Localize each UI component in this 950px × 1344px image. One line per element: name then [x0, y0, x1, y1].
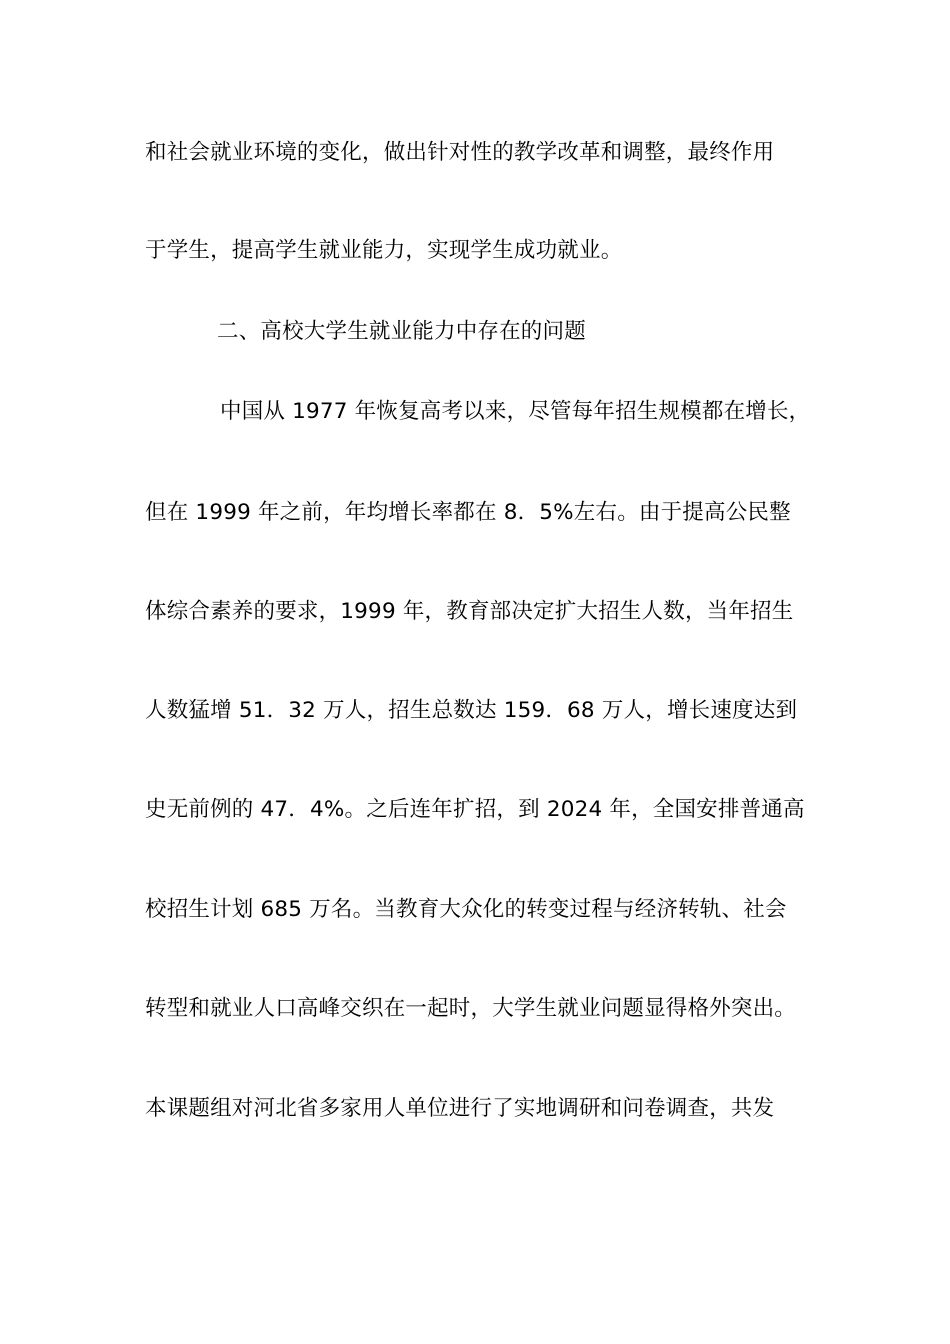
body-text-line: 人数猛增 51．32 万人，招生总数达 159．68 万人，增长速度达到 [145, 698, 798, 723]
body-text-line: 本课题组对河北省多家用人单位进行了实地调研和问卷调查，共发 [145, 1096, 775, 1121]
body-text-line: 校招生计划 685 万名。当教育大众化的转变过程与经济转轨、社会 [145, 897, 787, 922]
body-text-line: 和社会就业环境的变化，做出针对性的教学改革和调整，最终作用 [145, 140, 775, 165]
body-text-line: 但在 1999 年之前，年均增长率都在 8．5%左右。由于提高公民整 [145, 500, 791, 525]
section-heading: 二、高校大学生就业能力中存在的问题 [217, 319, 586, 344]
body-text-line: 于学生，提高学生就业能力，实现学生成功就业。 [145, 238, 623, 263]
body-text-line: 体综合素养的要求，1999 年，教育部决定扩大招生人数，当年招生 [145, 599, 794, 624]
body-text-line: 转型和就业人口高峰交织在一起时，大学生就业问题显得格外突出。 [145, 996, 797, 1021]
body-text-line: 史无前例的 47．4%。之后连年扩招，到 2024 年，全国安排普通高 [145, 797, 805, 822]
paragraph-first-line: 中国从 1977 年恢复高考以来，尽管每年招生规模都在增长， [220, 399, 811, 424]
